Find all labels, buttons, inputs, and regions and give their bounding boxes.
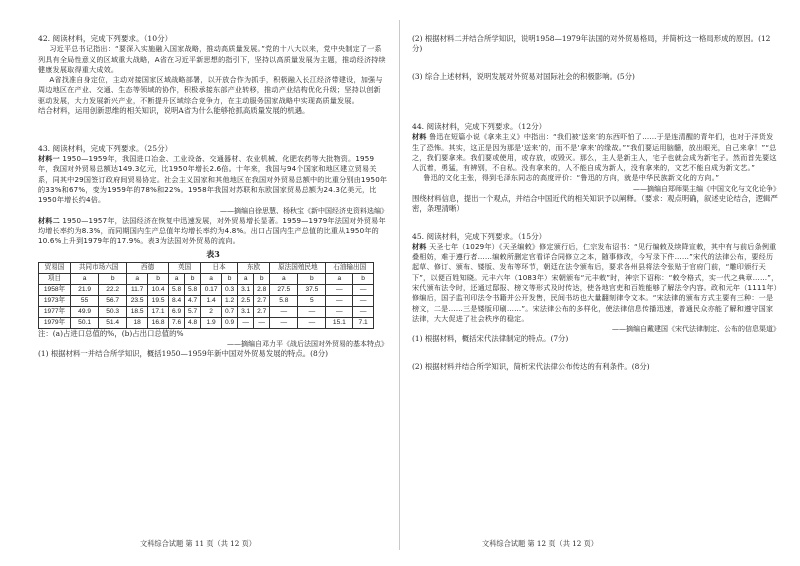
table-cell: 18 xyxy=(127,317,148,328)
table-cell: 5.8 xyxy=(185,284,201,295)
table-cell: 1958年 xyxy=(39,284,71,295)
table-cell: — xyxy=(353,306,374,317)
table-sub-header xyxy=(39,273,374,284)
table-cell: 1977年 xyxy=(39,306,71,317)
table-cell: 37.5 xyxy=(298,284,326,295)
table-cell: 17.1 xyxy=(148,306,169,317)
table-row xyxy=(39,295,374,306)
table-cell: 0.17 xyxy=(201,284,222,295)
table-row xyxy=(39,317,374,328)
table-group-header xyxy=(39,262,374,273)
table-cell: — xyxy=(353,295,374,306)
q45-source: ——摘编自戴建国《宋代法律制定、公布的信息渠道》 xyxy=(612,325,780,334)
q44-task: 围绕材料信息，提出一个观点，并结合中国近代的相关知识予以阐释。（要求：观点明确，叙述史论结合，逻辑严密，条理清晰） xyxy=(412,193,778,213)
table-sub-cell: b xyxy=(353,273,374,284)
q44-material-text: 鲁迅在短篇小说《拿来主义》中指出：“我们被‘送来’的东西吓怕了……于是连清醒的青年们，也对于洋货发生了恐怖。其实，这正是因为那是‘送来’的，而不是‘拿来’的缘故。”“我们要运用脑髓，放出眼光，自己来拿！”“总之，我们要拿来。我们要或使用，或存放，或毁灭。那么，主人是新主人，宅子也就会成为新宅子。然而首先要这人沉着，勇猛，有辨别，不自私。没有拿来的，人不能自成为新人，没有拿来的，文艺不能自成为新文艺。” xyxy=(412,132,777,173)
table-cell: — xyxy=(326,306,353,317)
table-cell: 15.1 xyxy=(326,317,353,328)
table-cell: 51.4 xyxy=(99,317,127,328)
left-page-footer: 文科综合试题 第 11 页（共 12 页） xyxy=(140,539,256,548)
material-2-text: 1950—1957年，法国经济在恢复中迅速发展，对外贸易增长显著。1959—1979年法国对外贸易年均增长率约为8.3%，而同期国内生产总值年均增长率约为4.8%。出口占国内生产总值的比重从1950年的10.6%上升到1979年的17.9%。表3为法国对外贸易的流向。 xyxy=(38,215,386,246)
q45-task-1: (1) 根据材料，概括宋代法律制定的特点。(7分) xyxy=(412,334,569,344)
material-1-text: 1950—1959年，我国进口冶金、工业设备、交通器材、农业机械、化肥农药等大批物资。1959年，我国对外贸易总额达149.3亿元，比1950年增长2.6倍。十年来，我国与94个国家和地区建立贸易关系，同其中29国签订政府间贸易协定。社会主义国家和其他地区在我国对外贸易总额中的比重分别由1950年的33%和67%，变为1959年的78%和22%。1958年我国对苏联和东欧国家贸易总额为24.3亿美元，比1950年增长约4倍。 xyxy=(38,154,388,205)
table-row xyxy=(39,284,374,295)
table-cell: — xyxy=(270,306,298,317)
table-cell: 5.8 xyxy=(169,284,185,295)
table-cell: — xyxy=(254,317,270,328)
table-cell: 21.9 xyxy=(71,284,99,295)
q45-material-text: 天圣七年（1029年）《天圣编敕》修定颁行后，仁宗发布诏书：“见行编敕及续降宣敕，其中有与前后条例重叠相妨，难于遵行者……编敕所删定官看详合同修立之本，随事修改，今写录下件……”宋代的法律公布，要经历起草、修订、颁布、镂版、发布等环节，朝廷在法令颁布后，要求各州县将法令张贴于官府门前，“雕印颁行天下”，以便百姓知晓。元丰六年（1083年）宋朝颁布“元丰敕”时，神宗下诏称：“敕令格式，实一代之典章……”，宋代颁布法令时，还通过邸报、榜文等形式及时传达，使各地官吏和百姓能够了解法令内容。政和元年（1111年）修编后，国子监刊印法令书籍并公开发售，民间书坊也大量翻刻律令文本。“宋法律的颁布方式主要有三种：一是榜文，二是……三是镂版印刷……”。宋法律公布的多样化，使法律信息传播迅速，普通民众亦能了解和遵守国家法律，大大促进了社会秩序的稳定。 xyxy=(412,241,779,323)
table-sub-cell: a xyxy=(169,273,185,284)
table-cell: 2.7 xyxy=(254,306,270,317)
table-header-cell: 原法国殖民地 xyxy=(270,262,326,273)
table-cell: 1.2 xyxy=(222,295,238,306)
table-cell: 49.9 xyxy=(71,306,99,317)
table-cell: 4.8 xyxy=(185,317,201,328)
q44-title: 44. 阅读材料，完成下列要求。（12分） xyxy=(412,122,547,131)
table-cell: 3.1 xyxy=(238,306,254,317)
right-page-footer: 文科综合试题 第 12 页（共 12 页） xyxy=(482,539,598,548)
table-cell: 0.7 xyxy=(222,306,238,317)
table-sub-cell: a xyxy=(270,273,298,284)
table-cell: 56.7 xyxy=(99,295,127,306)
table-cell: 2.5 xyxy=(238,295,254,306)
table-cell: 2 xyxy=(201,306,222,317)
q45-title: 45. 阅读材料，完成下列要求。（15分） xyxy=(412,231,547,241)
table-cell: 3.1 xyxy=(238,284,254,295)
table-cell: — xyxy=(353,284,374,295)
table-sub-cell: b xyxy=(298,273,326,284)
table-cell: 8.4 xyxy=(169,295,185,306)
table-cell: 50.1 xyxy=(71,317,99,328)
table-header-cell: 英国 xyxy=(169,262,201,273)
q42-title: 42. 阅读材料，完成下列要求。（10分） xyxy=(38,34,173,43)
table-header-cell: 西德 xyxy=(127,262,169,273)
q44-material-text-2: 鲁迅的文化主张，得到毛泽东同志的高度评价：“鲁迅的方向，就是中华民族新文化的方向。” xyxy=(423,173,720,183)
table-cell: 0.9 xyxy=(222,317,238,328)
table-cell: — xyxy=(298,317,326,328)
table-cell: 1973年 xyxy=(39,295,71,306)
q44-material xyxy=(412,132,780,173)
table-source: ——摘编自邓力平《战后法国对外贸易的基本特点》 xyxy=(227,339,388,348)
table-cell: 50.3 xyxy=(99,306,127,317)
table-cell: 19.5 xyxy=(148,295,169,306)
table-cell: — xyxy=(270,317,298,328)
q42-paragraph-2: A省找准自身定位，主动对接国家区域战略部署，以开放合作为抓手，积极融入长江经济带建设，加强与周边地区在产业、交通、生态等领域的协作，积极承接东部产业转移，推动产业结构优化升级；坚持以创新驱动发展，大力发展新兴产业，不断提升区域综合竞争力，在主动服务国家战略中实现高质量发展。 xyxy=(38,75,383,105)
trade-table xyxy=(38,262,374,329)
q45-material xyxy=(412,242,780,324)
table-header-cell: 日本 xyxy=(201,262,238,273)
table-sub-cell: 项目 xyxy=(39,273,71,284)
table-sub-cell: b xyxy=(148,273,169,284)
q43-material-1 xyxy=(38,154,388,205)
table-cell: — xyxy=(326,295,353,306)
q44-source: ——摘编自郑师渠主编《中国文化与文化论争》 xyxy=(633,184,780,193)
q44-material-label: 材料 xyxy=(412,132,427,142)
material-1-source: ——摘编自徐思慧、杨秋宝《新中国经济史资料选编》 xyxy=(220,206,388,215)
table-sub-cell: b xyxy=(254,273,270,284)
table-header-cell: 共同市场六国 xyxy=(71,262,127,273)
q42-task: 结合材料，运用创新思维的相关知识，说明A省为什么能够抢抓高质量发展的机遇。 xyxy=(38,105,310,115)
table-note: 注：(a)占进口总值的%，(b)占出口总值的% xyxy=(38,328,184,338)
table-sub-cell: b xyxy=(185,273,201,284)
table-cell: 11.7 xyxy=(127,284,148,295)
table-header-cell: 东欧 xyxy=(238,262,270,273)
material-1-label: 材料一 xyxy=(38,154,60,164)
table-cell: 55 xyxy=(71,295,99,306)
table-sub-cell: a xyxy=(326,273,353,284)
table-sub-cell: a xyxy=(127,273,148,284)
q45-material-label: 材料 xyxy=(412,241,427,251)
table-cell: 5.7 xyxy=(185,306,201,317)
table-cell: 2.8 xyxy=(254,284,270,295)
material-2-label: 材料二 xyxy=(38,215,60,225)
table-caption: 表3 xyxy=(206,248,220,259)
table-cell: 22.2 xyxy=(99,284,127,295)
table-cell: 2.7 xyxy=(254,295,270,306)
page-divider xyxy=(399,20,400,550)
table-row xyxy=(39,306,374,317)
table-cell: — xyxy=(298,306,326,317)
table-sub-cell: a xyxy=(201,273,222,284)
q42-paragraph-1: 习近平总书记指出：“要深入实施融入国家战略，推动高质量发展。”党的十八大以来，党中央制定了一系列具有全局性意义的区域重大战略，A省在习近平新思想的指引下，坚持以高质量发展为主题，推动经济持续健康发展取得重大成效。 xyxy=(38,44,386,74)
q43-task-2: (2) 根据材料二并结合所学知识，说明1958—1979年法国的对外贸易格局，并简析这一格局形成的原因。(12分) xyxy=(412,34,771,53)
table-cell: — xyxy=(326,284,353,295)
table-cell: 23.5 xyxy=(127,295,148,306)
table-cell: 6.9 xyxy=(169,306,185,317)
table-cell: 7.1 xyxy=(353,317,374,328)
table-cell: 5.8 xyxy=(270,295,298,306)
q43-task-1: (1) 根据材料一并结合所学知识，概括1950—1959年新中国对外贸易发展的特点。(8分) xyxy=(38,348,329,358)
table-sub-cell: a xyxy=(238,273,254,284)
left-page xyxy=(0,0,398,566)
table-cell: 7.6 xyxy=(169,317,185,328)
table-header-cell: 贸易国 xyxy=(39,262,71,273)
table-cell: 1.4 xyxy=(201,295,222,306)
table-cell: 1979年 xyxy=(39,317,71,328)
table-cell: 16.8 xyxy=(148,317,169,328)
table-cell: 5 xyxy=(298,295,326,306)
table-cell: 4.7 xyxy=(185,295,201,306)
table-sub-cell: b xyxy=(99,273,127,284)
table-cell: — xyxy=(238,317,254,328)
right-page xyxy=(402,0,800,566)
table-cell: 27.5 xyxy=(270,284,298,295)
table-cell: 10.4 xyxy=(148,284,169,295)
q43-material-2 xyxy=(38,216,388,247)
table-sub-cell: b xyxy=(222,273,238,284)
q43-task-3: (3) 综合上述材料，说明发展对外贸易对国际社会的积极影响。(5分) xyxy=(412,72,635,81)
table-header-cell: 石油输出国 xyxy=(326,262,374,273)
table-cell: 0.3 xyxy=(222,284,238,295)
q43-title: 43. 阅读材料，完成下列要求。（25分） xyxy=(38,143,173,153)
table-cell: 1.9 xyxy=(201,317,222,328)
table-sub-cell: a xyxy=(71,273,99,284)
q45-task-2: (2) 根据材料并结合所学知识，简析宋代法律公布传达的有利条件。(8分) xyxy=(412,362,650,372)
table-cell: 18.5 xyxy=(127,306,148,317)
